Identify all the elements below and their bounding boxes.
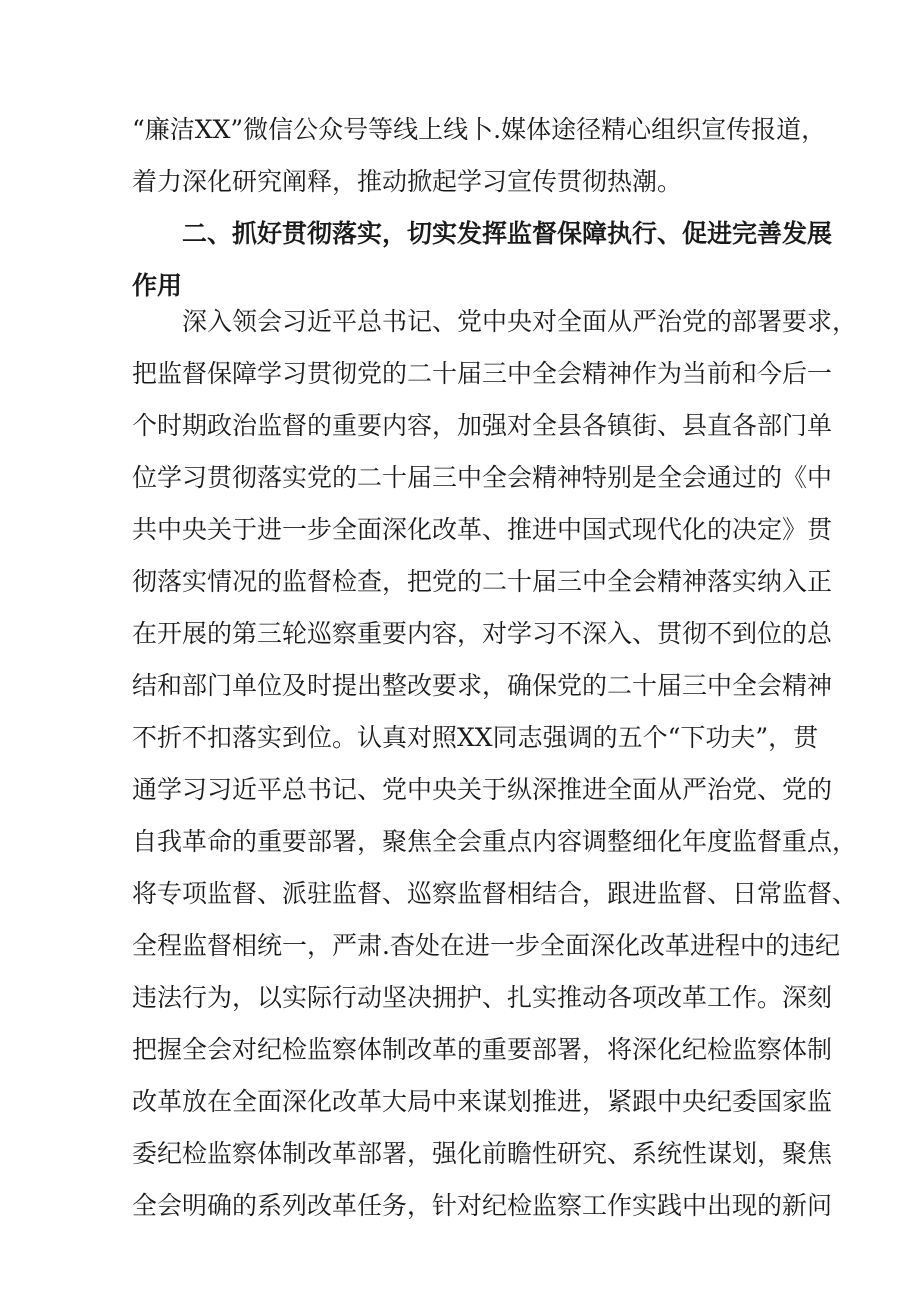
text-line: 通学习习近平总书记、党中央关于纵深推进全面从严治党、党的 [132, 775, 833, 804]
text-line: 在开展的第三轮巡察重要内容，对学习不深入、贯彻不到位的总 [132, 619, 833, 648]
main-paragraph [132, 296, 858, 1232]
text-line: 位学习贯彻落实党的二十届三中全会精神特别是全会通过的《中 [132, 463, 833, 492]
text-line: 不折不扣落实到位。认真对照XX同志强调的五个“下功夫”，贯 [132, 723, 819, 752]
text-line: 自我革命的重要部署，聚焦全会重点内容调整细化年度监督重点， [132, 827, 858, 856]
text-line: “廉洁XX”微信公众号等线上线卜.媒体途径精心组织宣传报道， [132, 115, 827, 144]
text-line: 全会明确的系列改革任务，针对纪检监察工作实践中出现的新问 [132, 1191, 833, 1220]
text-line: 深入领会习近平总书记、党中央对全面从严治党的部署要求， [182, 307, 858, 336]
text-line: 改革放在全面深化改革大局中来谋划推进，紧跟中央纪委国家监 [132, 1087, 833, 1116]
heading-line: 作用 [132, 271, 183, 300]
text-line: 个时期政治监督的重要内容，加强对全县各镇街、县直各部门单 [132, 411, 833, 440]
text-line: 结和部门单位及时提出整改要求，确保党的二十届三中全会精神 [132, 671, 833, 700]
intro-paragraph [132, 104, 827, 208]
text-line: 委纪检监察体制改革部署，强化前瞻性研究、系统性谋划，聚焦 [132, 1139, 833, 1168]
text-line: 将专项监督、派驻监督、巡察监督相结合，跟进监督、日常监督、 [132, 879, 858, 908]
text-line: 着力深化研究阐释，推动掀起学习宣传贯彻热潮。 [132, 167, 683, 196]
text-line: 违法行为，以实际行动坚决拥护、扎实推动各项改革工作。深刻 [132, 983, 833, 1012]
heading-line: 二、抓好贯彻落实，切实发挥监督保障执行、促进完善发展 [182, 219, 833, 248]
text-line: 把握全会对纪检监察体制改革的重要部署，将深化纪检监察体制 [132, 1035, 833, 1064]
text-line: 把监督保障学习贯彻党的二十届三中全会精神作为当前和今后一 [132, 359, 833, 388]
text-line: 全程监督相统一，严肃.杳处在进一步全面深化改革进程中的违纪 [132, 931, 840, 960]
text-line: 彻落实情况的监督检查，把党的二十届三中全会精神落实纳入正 [132, 567, 833, 596]
text-line: 共中央关于进一步全面深化改革、推进中国式现代化的决定》贯 [132, 515, 833, 544]
